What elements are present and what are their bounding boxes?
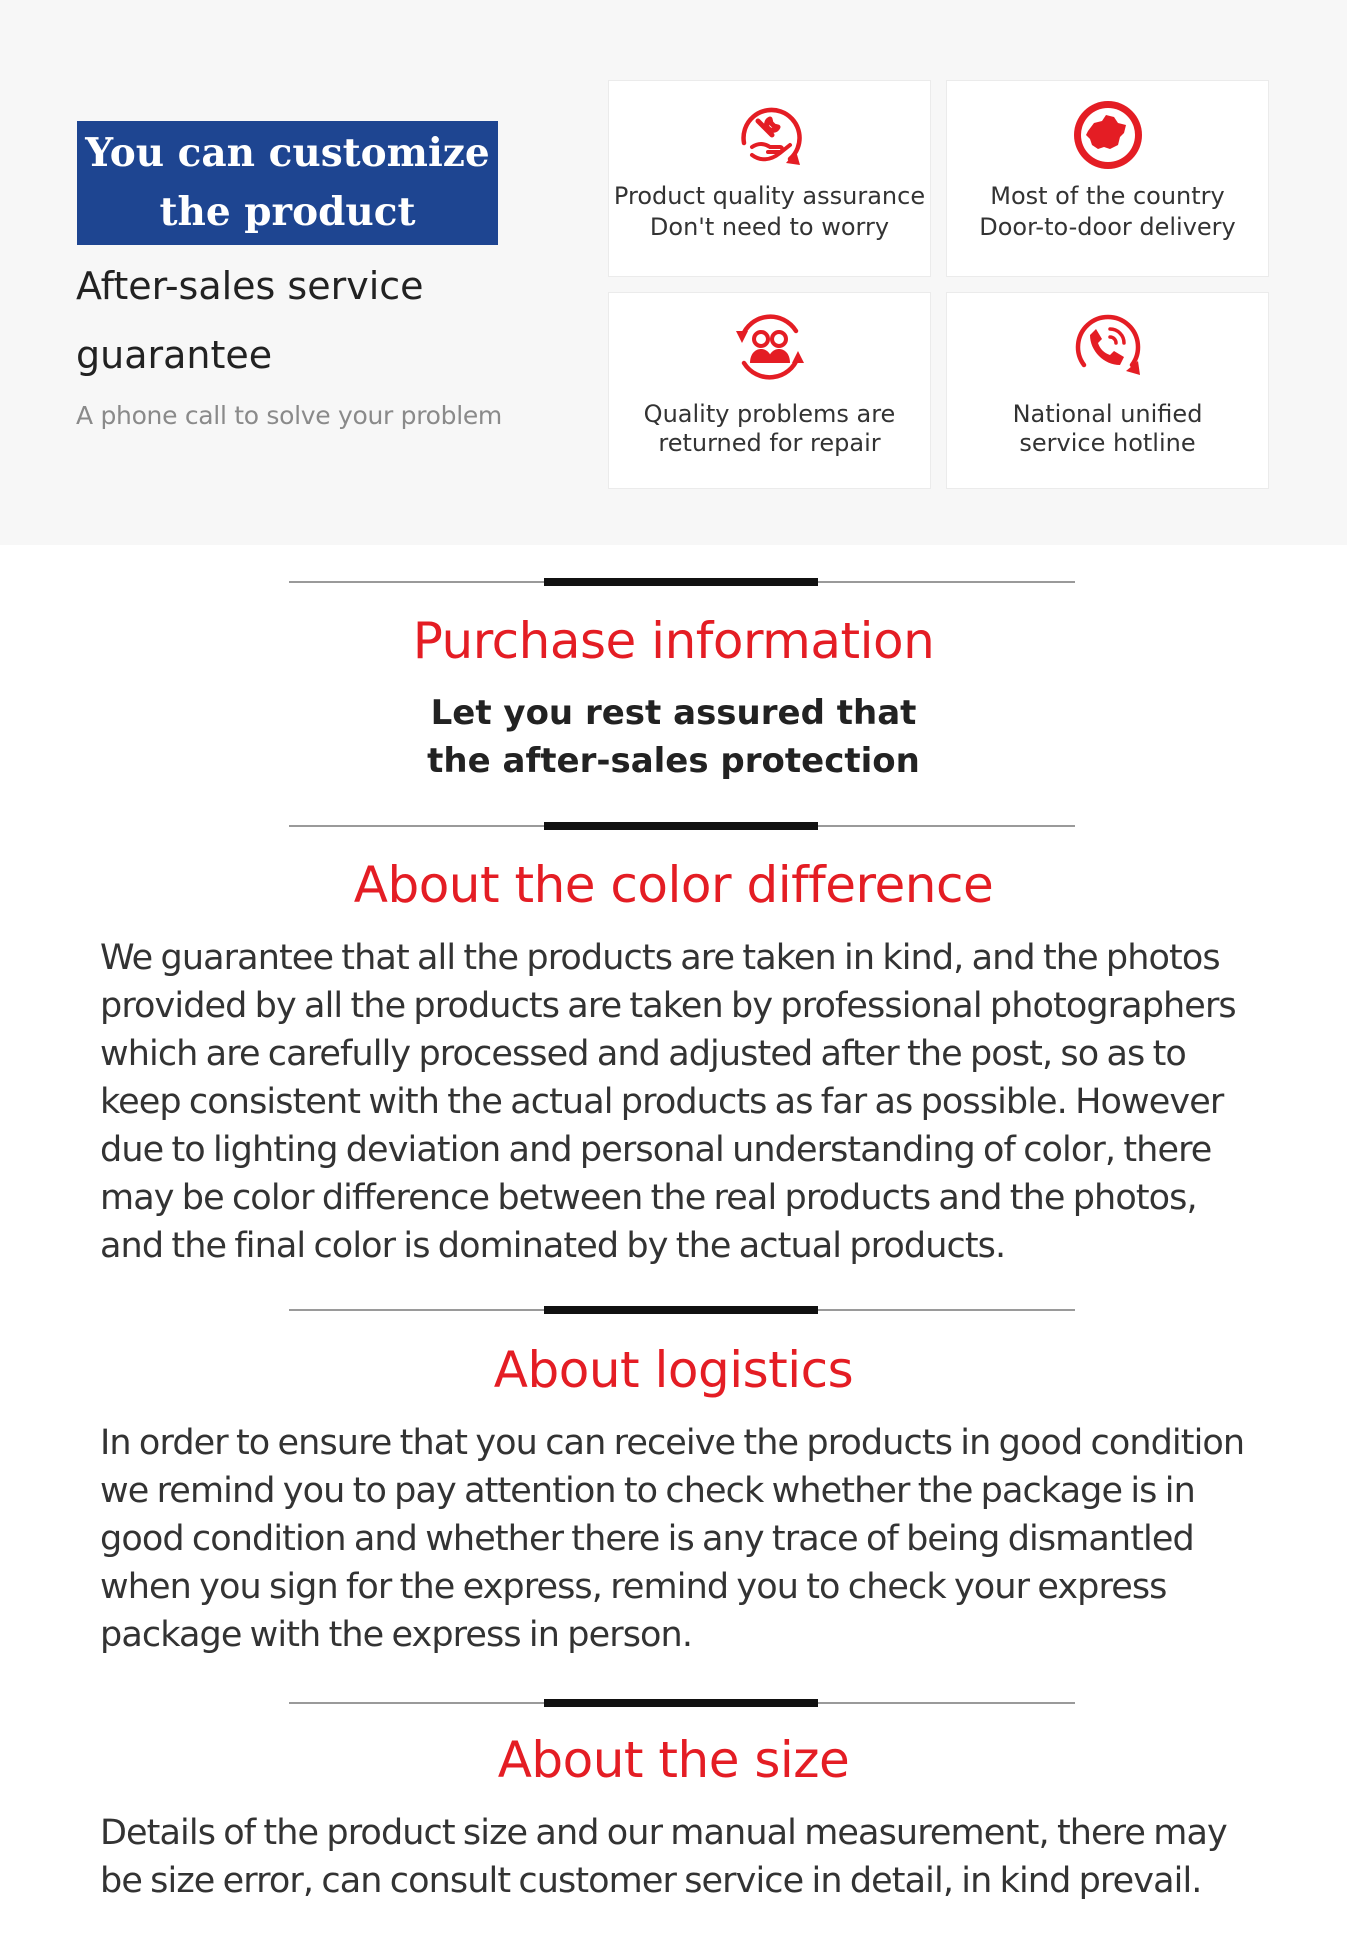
card-hotline bbox=[946, 292, 1269, 489]
card-label-line-1: Quality problems are bbox=[643, 400, 896, 428]
wrench-hand-icon bbox=[730, 97, 810, 177]
card-label-line-2: returned for repair bbox=[658, 429, 881, 457]
size-body: Details of the product size and our manual measurement, there may be size error, can consult customer service in detail, in kind prevail. bbox=[100, 1813, 1227, 1901]
guarantee-subtitle: A phone call to solve your problem bbox=[76, 401, 502, 430]
service-band bbox=[0, 0, 1347, 545]
logistics-body: In order to ensure that you can receive the products in good condition we remind you to pay attention to check whether the package is in good condition and whether there is any trace of being dismantled when you sign for the express, remind you to check your express package with the express in person. bbox=[100, 1423, 1245, 1655]
divider-bar bbox=[544, 578, 818, 586]
card-label-line-1: Most of the country bbox=[990, 182, 1225, 210]
divider-bar bbox=[544, 822, 818, 830]
divider-bar bbox=[544, 1306, 818, 1314]
badge-line-1: You can customize bbox=[85, 130, 490, 176]
logistics-title: About logistics bbox=[493, 1341, 854, 1399]
card-delivery bbox=[946, 80, 1269, 277]
people-return-icon bbox=[730, 307, 810, 387]
guarantee-title: After-sales service guarantee bbox=[76, 264, 424, 377]
size-title: About the size bbox=[497, 1731, 850, 1789]
card-quality-assurance bbox=[608, 80, 931, 277]
card-label-line-2: Door-to-door delivery bbox=[979, 213, 1236, 241]
color-difference-body: We guarantee that all the products are taken in kind, and the photos provided by all the products are taken by professional photographers which are carefully processed and adjusted after the post, so as to keep consistent with the actual products as far as possible. However due to lighting deviation and personal understanding of color, there may be color difference between the real products and the photos, and the final color is dominated by the actual products. bbox=[100, 938, 1236, 1266]
card-repair bbox=[608, 292, 931, 489]
purchase-subtitle-line-1: Let you rest assured that bbox=[430, 693, 917, 733]
divider-bar bbox=[544, 1699, 818, 1707]
purchase-title: Purchase information bbox=[412, 612, 935, 670]
customize-badge bbox=[77, 121, 498, 245]
badge-line-2: the product bbox=[159, 189, 416, 235]
section-divider bbox=[289, 1699, 1075, 1707]
purchase-subtitle-line-2: the after-sales protection bbox=[427, 741, 920, 781]
card-label-line-2: service hotline bbox=[1019, 429, 1196, 457]
section-divider bbox=[289, 822, 1075, 830]
color-difference-title: About the color difference bbox=[353, 856, 994, 914]
card-label-line-2: Don't need to worry bbox=[649, 213, 890, 241]
phone-call-icon bbox=[1068, 307, 1148, 387]
section-divider bbox=[289, 1306, 1075, 1314]
section-divider bbox=[289, 578, 1075, 586]
purchase-subtitle bbox=[0, 689, 1347, 785]
card-label-line-1: National unified bbox=[1012, 400, 1203, 428]
china-map-icon bbox=[1068, 97, 1148, 177]
card-label-line-1: Product quality assurance bbox=[613, 182, 926, 210]
